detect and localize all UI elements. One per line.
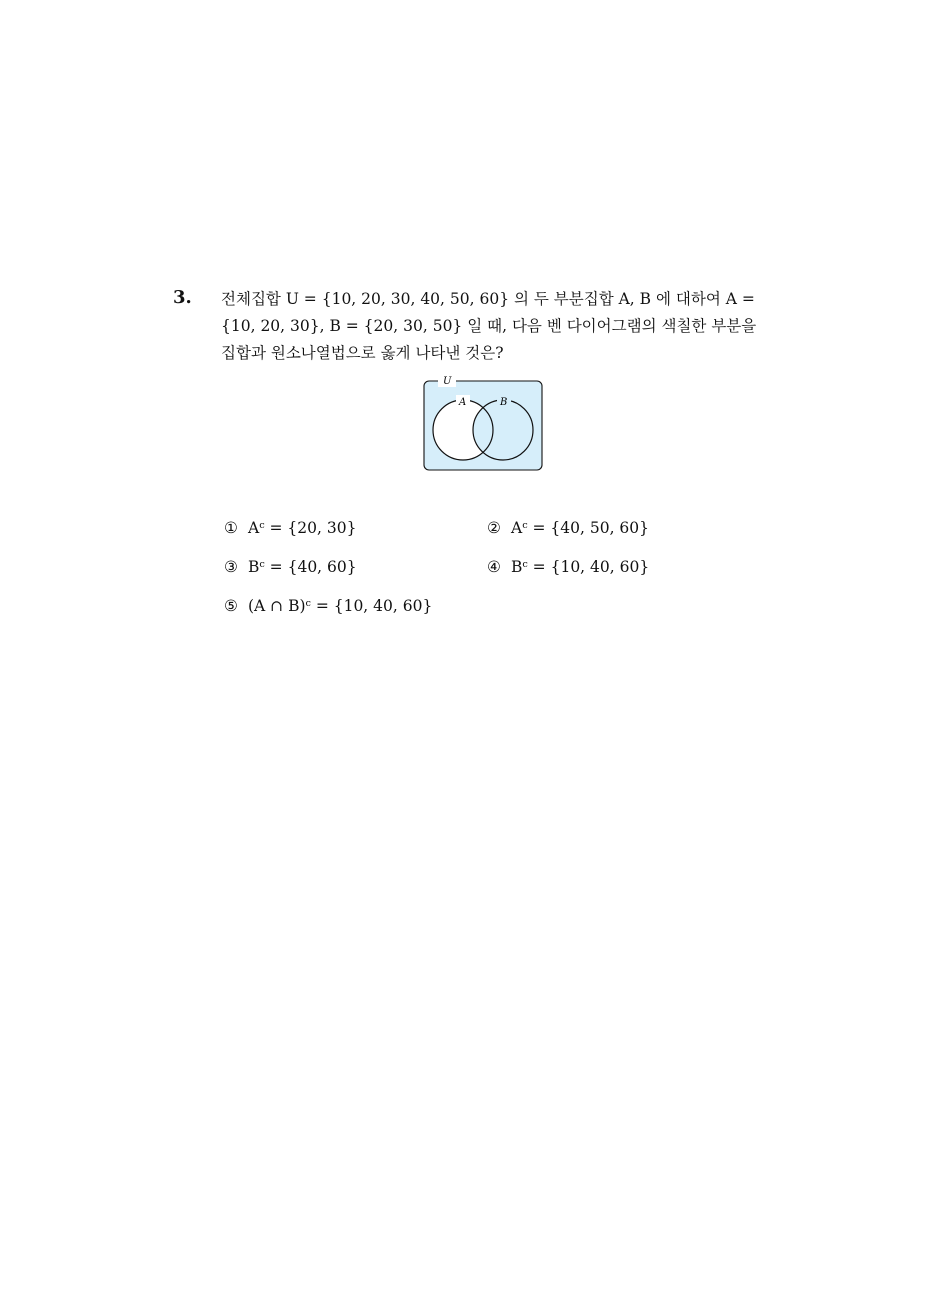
choice-mark: ② bbox=[487, 519, 501, 537]
problem-number: 3. bbox=[173, 287, 192, 308]
choice-text: Bᶜ = {40, 60} bbox=[248, 558, 357, 576]
set-b-label: B bbox=[500, 397, 508, 408]
choice-3[interactable] bbox=[224, 557, 357, 577]
choice-mark: ① bbox=[224, 519, 238, 537]
choice-text: Aᶜ = {20, 30} bbox=[248, 519, 357, 537]
choice-4[interactable] bbox=[487, 557, 649, 577]
choice-mark: ④ bbox=[487, 558, 501, 576]
choice-mark: ③ bbox=[224, 558, 238, 576]
question-line-2: {10, 20, 30}, B = {20, 30, 50} 일 때, 다음 벤 다이어그램의 색칠한 부분을 bbox=[221, 317, 757, 335]
choice-2[interactable] bbox=[487, 518, 649, 538]
universe-label: U bbox=[443, 376, 452, 387]
venn-diagram bbox=[420, 373, 546, 473]
set-a-label: A bbox=[459, 397, 467, 408]
choice-text: Aᶜ = {40, 50, 60} bbox=[511, 519, 650, 537]
question-line-1: 전체집합 U = {10, 20, 30, 40, 50, 60} 의 두 부분집합 A, B 에 대하여 A = bbox=[221, 290, 755, 308]
choice-5[interactable] bbox=[224, 596, 432, 616]
choice-mark: ⑤ bbox=[224, 597, 238, 615]
question-line-3: 집합과 원소나열법으로 옳게 나타낸 것은? bbox=[221, 344, 504, 362]
choice-text: Bᶜ = {10, 40, 60} bbox=[511, 558, 650, 576]
choice-1[interactable] bbox=[224, 518, 356, 538]
choice-text: (A ∩ B)ᶜ = {10, 40, 60} bbox=[248, 597, 433, 615]
